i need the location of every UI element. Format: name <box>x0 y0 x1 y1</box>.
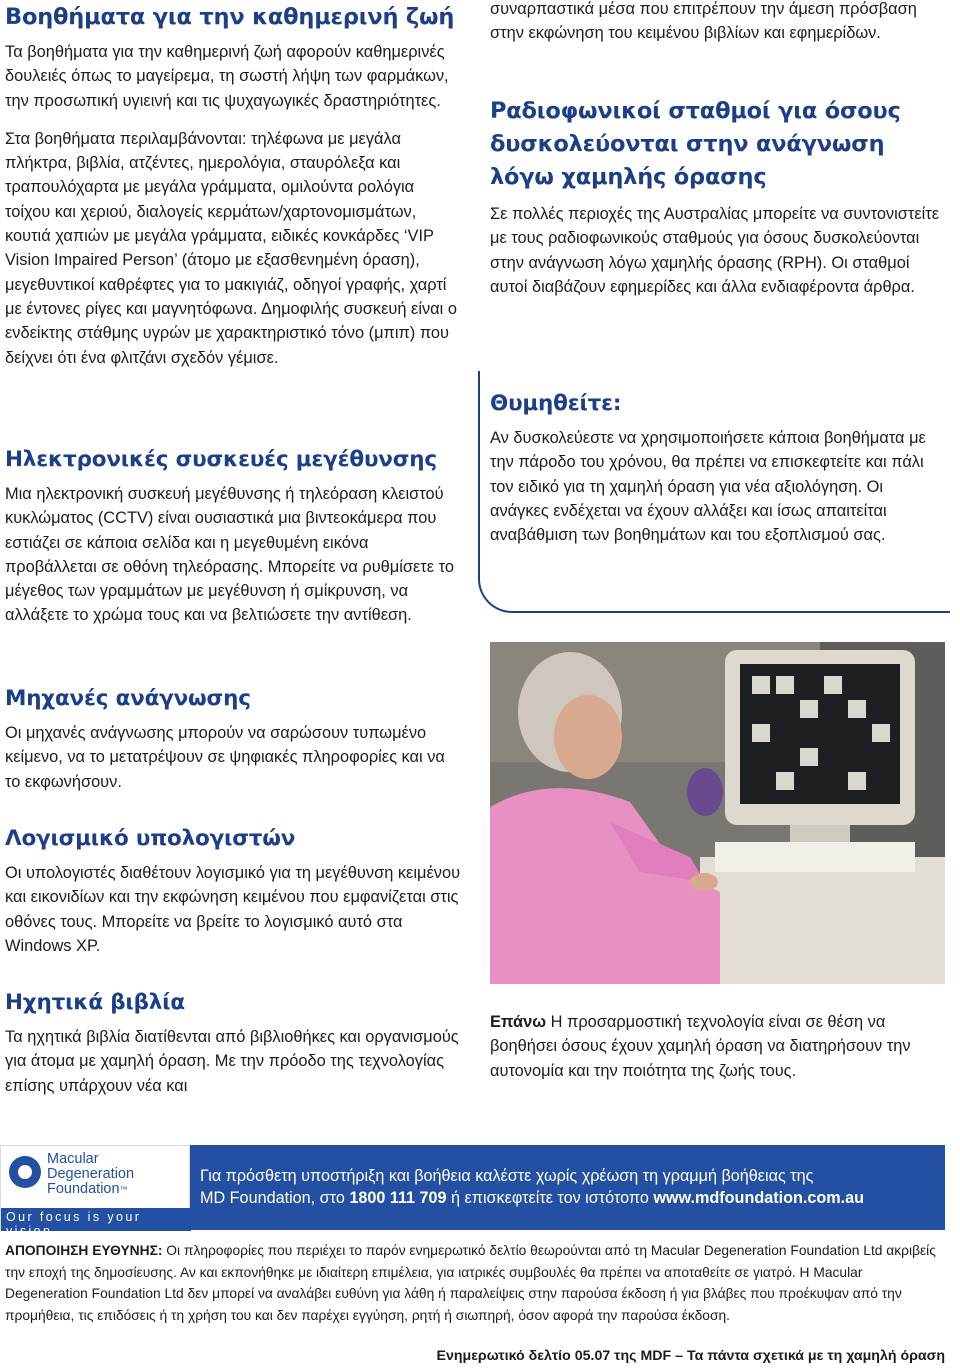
section-heading: Βοηθήματα για την καθημερινή ζωή <box>5 4 455 30</box>
caption-text: Η προσαρμοστική τεχνολογία είναι σε θέση να βοηθήσει όσους έχουν χαμηλή όραση να διατηρήσουν την αυτονομία και την ποιότητα της ζωής τους. <box>490 1013 911 1080</box>
paragraph: Στα βοηθήματα περιλαμβάνονται: τηλέφωνα με μεγάλα πλήκτρα, βιβλία, ατζέντες, ημερολόγια, σταυρόλεξα και τραπουλόχαρτα με μεγάλα γράμματα, ομιλούντα ρολόγια τοίχου και χεριού, διαλογείς κερμάτων/χαρτονομισμάτων, κουτιά χαπιών με μεγάλα γράμματα, ειδικές κονκάρδες ‘VIP Vision Impaired Person’ (άτομο με εξασθενημένη όραση), μεγεθυντικοί καθρέφτες για το μακιγιάζ, οδηγοί γραφής, χαρτί με έντονες ρίγες και μαγνητόφωνα. Δημοφιλής συσκευή είναι ο ενδείκτης στάθμης υγρών με χαρακτηριστικό τόνο (μπιπ) που δείχνει ότι ένα φλιτζάνι σχεδόν γέμισε. <box>5 129 457 367</box>
section-radio-stations <box>490 95 945 299</box>
logo-trademark: ™ <box>119 1185 128 1194</box>
logo-tagline: Our focus is your vision <box>6 1210 142 1238</box>
photo-woman-using-cctv-magnifier <box>490 642 945 984</box>
caption-label: Επάνω <box>490 1013 547 1031</box>
remember-box-border <box>478 371 950 613</box>
section-reading-machines <box>5 686 463 794</box>
logo-circle-icon <box>7 1154 43 1190</box>
disclaimer-text: Οι πληροφορίες που περιέχει το παρόν ενημερωτικό δελτίο θεωρούνται από τη Macular Degeneration Foundation Ltd ακριβείς την εποχή της δημοσίευσης. Αν και εκπονήθηκε με ιδιαίτερη επιμέλεια, για ιατρικές συμβουλές θα πρέπει να αποταθείτε σε γιατρό. Η Macular Degeneration Foundation Ltd δεν μπορεί να αναλάβει ευθύνη για λάθη ή παραλείψεις στην παρούσα έκδοση ή για βλάβες που προέκυψαν από την προμήθεια, τις επιδόσεις ή τη χρήση του και δεν παρέχει εγγύηση, ρητή ή σιωπηρή, όσον αφορά την παρούσα έκδοση. <box>5 1243 936 1323</box>
logo-text-line1: Macular <box>47 1151 99 1167</box>
newsletter-footer: Ενημερωτικό δελτίο 05.07 της MDF – Τα πάντα σχετικά με τη χαμηλή όραση <box>436 1348 945 1364</box>
section-heading: Μηχανές ανάγνωσης <box>5 686 251 711</box>
disclaimer <box>5 1240 945 1326</box>
helpline-text-a: MD Foundation, στο <box>200 1189 350 1207</box>
paragraph: Σε πολλές περιοχές της Αυστραλίας μπορείτε να συντονιστείτε με τους ραδιοφωνικούς σταθμούς για όσους δυσκολεύονται στην ανάγνωση λόγω χαμηλής όρασης (RPH). Οι σταθμοί αυτοί διαβάζουν εφημερίδες και άλλα ενδιαφέροντα άρθρα. <box>490 205 940 296</box>
section-computer-software <box>5 826 463 958</box>
paragraph: Μια ηλεκτρονική συσκευή μεγέθυνσης ή τηλεόραση κλειστού κυκλώματος (CCTV) είναι ουσιαστικά μια βιντεοκάμερα που εστιάζει σε κάποια σελίδα και η μεγεθυμένη εικόνα προβάλλεται σε οθόνη τηλεόρασης. Μπορείτε να ρυθμίσετε το μέγεθος των γραμμάτων με μεγέθυνση ή σμίκρυνση, να αλλάξετε το χρώμα τους και να βελτιώσετε την αντίθεση. <box>5 485 454 625</box>
logo-text-line2: Degeneration <box>47 1166 135 1182</box>
photo-caption <box>490 1010 945 1083</box>
paragraph: Τα ηχητικά βιβλία διατίθενται από βιβλιοθήκες και οργανισμούς για άτομα με χαμηλή όραση. Με την πρόοδο της τεχνολογίας επίσης υπάρχουν νέα και <box>5 1028 459 1095</box>
section-heading: Ηχητικά βιβλία <box>5 990 185 1015</box>
helpline-phone[interactable]: 1800 111 709 <box>349 1189 447 1207</box>
paragraph: Οι μηχανές ανάγνωσης μπορούν να σαρώσουν τυπωμένο κείμενο, να το μετατρέψουν σε ψηφιακές πληροφορίες και να το εκφωνήσουν. <box>5 724 445 791</box>
logo-text-line3: Foundation <box>47 1181 120 1197</box>
paragraph: Αν δυσκολεύεστε να χρησιμοποιήσετε κάποια βοηθήματα με την πάροδο του χρόνου, θα πρέπει να επισκεφτείτε και πάλι τον ειδικό για τη χαμηλή όραση για νέα αξιολόγηση. Οι ανάγκες ενδέχεται να έχουν αλλάξει και ίσως απαιτείται αναβάθμιση των βοηθημάτων και του εξοπλισμού σας. <box>490 429 926 545</box>
md-foundation-logo <box>0 1145 190 1238</box>
helpline-line1: Για πρόσθετη υποστήριξη και βοήθεια καλέστε χωρίς χρέωση τη γραμμή βοήθειας της <box>200 1167 814 1185</box>
left-column <box>5 0 463 1110</box>
section-audio-books <box>5 990 463 1098</box>
footer-helpline-band <box>0 1145 945 1238</box>
section-daily-aids <box>5 4 463 370</box>
paragraph: Οι υπολογιστές διαθέτουν λογισμικό για τη μεγέθυνση κειμένου και εικονιδίων και την εκφώνηση κειμένου που εμφανίζεται στις οθόνες τους. Μπορείτε να βρείτε το λογισμικό αυτό στα Windows XP. <box>5 864 461 955</box>
section-heading: Λογισμικό υπολογιστών <box>5 826 296 851</box>
helpline-text-b: ή επισκεφτείτε τον ιστότοπο <box>446 1189 654 1207</box>
continued-paragraph: συναρπαστικά μέσα που επιτρέπουν την άμεση πρόσβαση στην εκφώνηση του κειμένου βιβλίων και εφημερίδων. <box>490 0 917 43</box>
section-heading: Ραδιοφωνικοί σταθμοί για όσους δυσκολεύονται στην ανάγνωση λόγω χαμηλής όρασης <box>490 98 901 190</box>
section-heading: Ηλεκτρονικές συσκευές μεγέθυνσης <box>5 447 437 472</box>
paragraph: Τα βοηθήματα για την καθημερινή ζωή αφορούν καθημερινές δουλειές όπως το μαγείρεμα, τη σωστή λήψη των φαρμάκων, την προσωπική υγιεινή και τις ψυχαγωγικές δραστηριότητες. <box>5 43 449 110</box>
section-heading: Θυμηθείτε: <box>490 391 622 416</box>
photo-illustration <box>490 642 945 984</box>
helpline-box <box>190 1145 945 1230</box>
section-electronic-magnifiers <box>5 447 463 628</box>
disclaimer-label: ΑΠΟΠΟΙΗΣΗ ΕΥΘΥΝΗΣ: <box>5 1243 163 1258</box>
website-link[interactable]: www.mdfoundation.com.au <box>653 1189 865 1207</box>
